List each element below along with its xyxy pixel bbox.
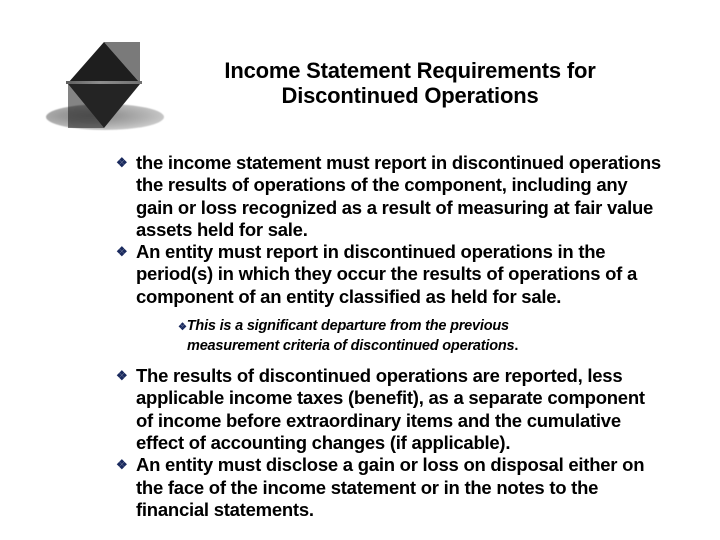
sub-bullet-list xyxy=(178,317,598,356)
bullet-marker-icon: ❖ xyxy=(116,244,128,260)
slide-body xyxy=(112,152,664,521)
bullet-item xyxy=(112,152,664,241)
octahedron-top-shade xyxy=(68,42,140,83)
sub-bullet-marker-icon: ❖ xyxy=(178,322,187,334)
bullet-marker-icon: ❖ xyxy=(116,368,128,384)
bullet-item xyxy=(112,454,664,521)
bullet-text: The results of discontinued operations are reported, less applicable income taxes (benefit), as a separate component of income before extraordinary items and the cumulative effect of accounting changes (if applicable). xyxy=(136,365,645,453)
sub-bullet-item xyxy=(178,317,598,356)
sub-bullet-text: This is a significant departure from the previous measurement criteria of discontinued operations xyxy=(186,318,515,355)
slide-title-line2: Discontinued Operations xyxy=(281,83,539,108)
bullet-marker-icon: ❖ xyxy=(116,457,128,473)
bullet-text: An entity must report in discontinued operations in the period(s) in which they occur the results of operations of a component of an entity classified as held for sale. xyxy=(136,241,638,307)
bullet-marker-icon: ❖ xyxy=(116,155,128,170)
bullet-text: An entity must disclose a gain or loss on disposal either on the face of the income statement or in the notes to the financial statements. xyxy=(136,454,645,520)
slide-title-line1: Income Statement Requirements for xyxy=(224,58,596,83)
octahedron-3d-icon xyxy=(44,36,164,132)
octahedron-bottom-shade xyxy=(68,84,140,128)
slide-title xyxy=(180,58,640,108)
bullet-item xyxy=(112,241,664,308)
bullet-item xyxy=(112,365,664,454)
bullet-text: the income statement must report in discontinued operations the results of operations of the component, including any gain or loss recognized as a result of measuring at fair value assets held for sale. xyxy=(136,152,661,240)
sub-bullet-tail: . xyxy=(514,338,519,355)
octahedron-midline xyxy=(66,81,142,84)
